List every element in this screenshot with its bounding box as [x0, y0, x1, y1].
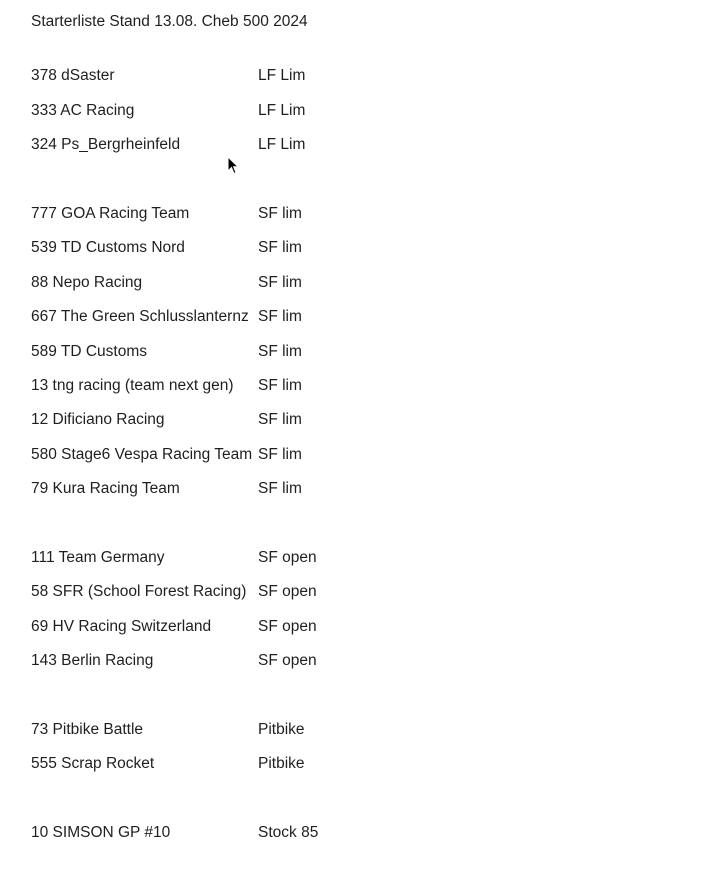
document-body	[31, 12, 671, 857]
list-item	[31, 582, 671, 616]
race-class: Pitbike	[258, 720, 305, 738]
team-name: 58 SFR (School Forest Racing)	[31, 583, 247, 601]
list-item	[31, 307, 671, 341]
page-title: Starterliste Stand 13.08. Cheb 500 2024	[31, 13, 308, 30]
list-item	[31, 66, 671, 100]
race-class: SF open	[258, 652, 317, 670]
blank-line	[31, 685, 671, 719]
team-name: 69 HV Racing Switzerland	[31, 617, 212, 635]
team-name: 73 Pitbike Battle	[31, 720, 144, 738]
team-name: 555 Scrap Rocket	[31, 755, 155, 773]
starter-list	[31, 66, 671, 857]
team-name: 580 Stage6 Vespa Racing Team	[31, 445, 253, 463]
race-class: SF lim	[258, 204, 302, 222]
team-name: 324 Ps_Bergrheinfeld	[31, 136, 181, 154]
team-name: 378 dSaster	[31, 67, 115, 85]
class-group	[31, 548, 671, 686]
team-name: 10 SIMSON GP #10	[31, 823, 171, 841]
blank-line	[31, 789, 671, 823]
blank-line	[31, 32, 671, 66]
list-item	[31, 376, 671, 410]
mouse-pointer-icon	[227, 156, 239, 175]
team-name: 333 AC Racing	[31, 101, 135, 119]
race-class: Stock 85	[258, 823, 319, 841]
list-item	[31, 273, 671, 307]
class-group	[31, 720, 671, 789]
list-item	[31, 238, 671, 272]
list-item	[31, 823, 671, 857]
team-name: 667 The Green Schlusslanternz	[31, 308, 249, 326]
team-name: 12 Dificiano Racing	[31, 411, 165, 429]
list-item	[31, 754, 671, 788]
race-class: SF lim	[258, 342, 302, 360]
race-class: SF lim	[258, 308, 302, 326]
class-group	[31, 204, 671, 514]
race-class: SF lim	[258, 480, 302, 498]
race-class: LF Lim	[258, 101, 306, 119]
race-class: SF lim	[258, 239, 302, 257]
list-item	[31, 445, 671, 479]
race-class: SF open	[258, 583, 317, 601]
blank-line	[31, 513, 671, 547]
race-class: LF Lim	[258, 67, 306, 85]
race-class: SF lim	[258, 411, 302, 429]
class-group	[31, 66, 671, 169]
team-name: 79 Kura Racing Team	[31, 480, 180, 498]
race-class: LF Lim	[258, 136, 306, 154]
list-item	[31, 135, 671, 169]
race-class: SF open	[258, 617, 317, 635]
team-name: 111 Team Germany	[31, 548, 165, 566]
race-class: SF lim	[258, 273, 302, 291]
list-item	[31, 204, 671, 238]
race-class: SF lim	[258, 376, 302, 394]
list-item	[31, 548, 671, 582]
race-class: SF open	[258, 548, 317, 566]
team-name: 777 GOA Racing Team	[31, 204, 190, 222]
list-item	[31, 410, 671, 444]
list-item	[31, 720, 671, 754]
blank-line	[31, 170, 671, 204]
team-name: 13 tng racing (team next gen)	[31, 376, 234, 394]
race-class: Pitbike	[258, 755, 305, 773]
list-item	[31, 101, 671, 135]
team-name: 589 TD Customs	[31, 342, 148, 360]
list-item	[31, 617, 671, 651]
race-class: SF lim	[258, 445, 302, 463]
class-group	[31, 823, 671, 857]
list-item	[31, 651, 671, 685]
list-item	[31, 479, 671, 513]
team-name: 88 Nepo Racing	[31, 273, 143, 291]
team-name: 143 Berlin Racing	[31, 652, 154, 670]
team-name: 539 TD Customs Nord	[31, 239, 185, 257]
list-item	[31, 342, 671, 376]
